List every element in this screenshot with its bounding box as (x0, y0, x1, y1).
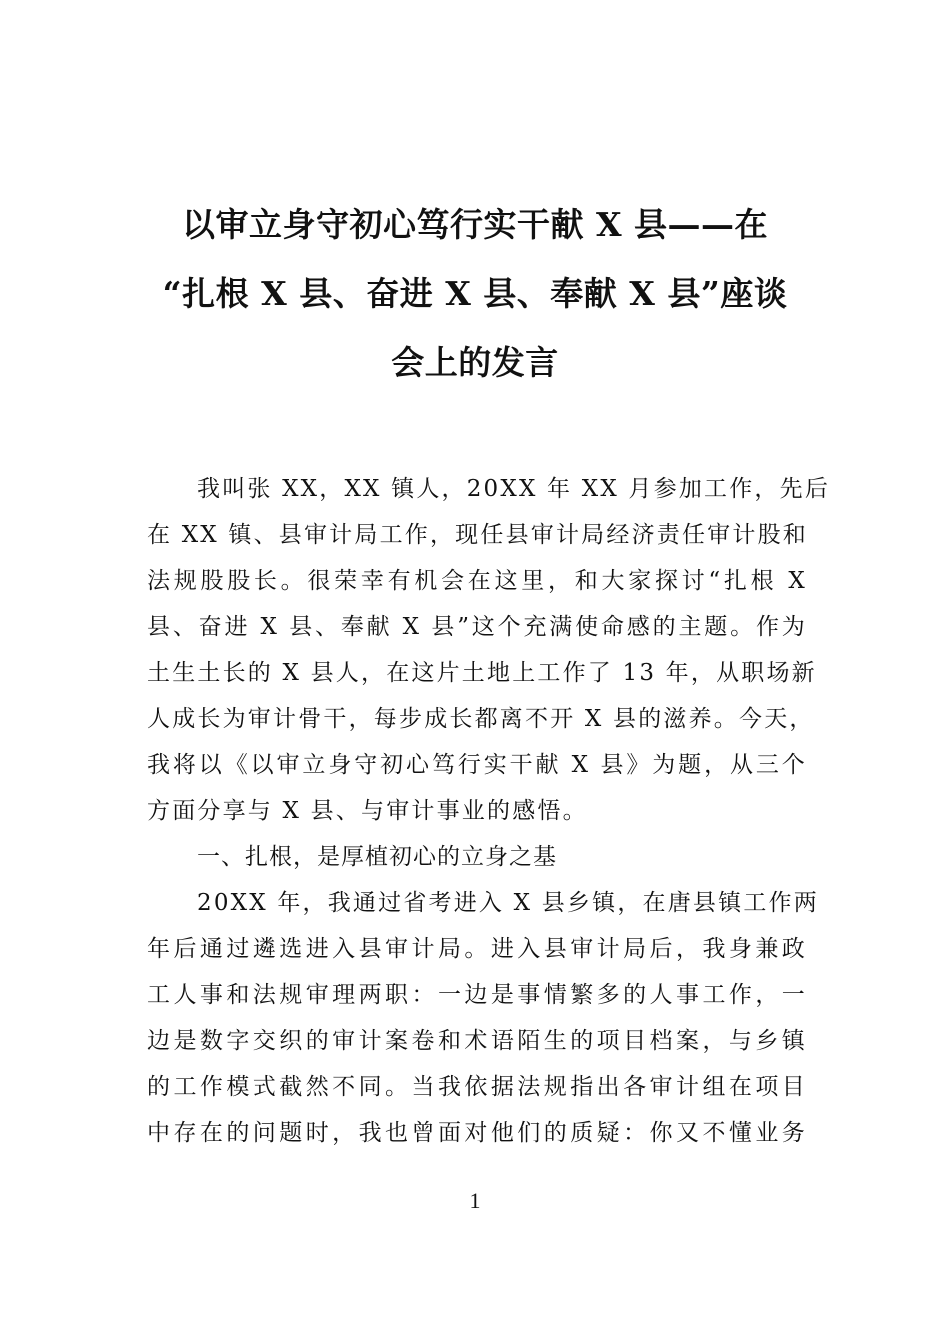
paragraph-line: 工人事和法规审理两职：一边是事情繁多的人事工作，一 (147, 982, 807, 1008)
paragraph-line: 我将以《以审立身守初心笃行实干献 X 县》为题，从三个 (147, 752, 807, 778)
document-title (140, 190, 810, 397)
title-line: 会上的发言 (391, 343, 559, 382)
paragraph-line: 20XX 年，我通过省考进入 X 县乡镇，在唐县镇工作两 (197, 890, 819, 916)
paragraph-line: 年后通过遴选进入县审计局。进入县审计局后，我身兼政 (147, 936, 807, 962)
paragraph-line: 边是数字交织的审计案卷和术语陌生的项目档案，与乡镇 (147, 1028, 807, 1054)
paragraph-intro (147, 466, 831, 834)
paragraph-line: 土生土长的 X 县人，在这片土地上工作了 13 年，从职场新 (147, 660, 817, 686)
paragraph-line: 方面分享与 X 县、与审计事业的感悟。 (147, 798, 588, 824)
paragraph-line: 在 XX 镇、县审计局工作，现任县审计局经济责任审计股和 (147, 522, 808, 548)
paragraph-line: 的工作模式截然不同。当我依据法规指出各审计组在项目 (147, 1074, 807, 1100)
page-number: 1 (469, 1188, 481, 1213)
paragraph-line: 中存在的问题时，我也曾面对他们的质疑：你又不懂业务 (147, 1120, 807, 1146)
paragraph-section1 (147, 880, 819, 1156)
section-heading-text: 一、扎根，是厚植初心的立身之基 (197, 844, 557, 870)
title-line: 以审立身守初心笃行实干献 X 县——在 (181, 205, 769, 244)
title-line: “扎根 X 县、奋进 X 县、奉献 X 县”座谈 (162, 274, 788, 313)
paragraph-line: 县、奋进 X 县、奉献 X 县”这个充满使命感的主题。作为 (147, 614, 807, 640)
paragraph-line: 法规股股长。很荣幸有机会在这里，和大家探讨“扎根 X (147, 568, 807, 594)
paragraph-line: 人成长为审计骨干，每步成长都离不开 X 县的滋养。今天， (147, 706, 815, 732)
paragraph-line: 我叫张 XX，XX 镇人，20XX 年 XX 月参加工作，先后 (197, 476, 831, 502)
section-heading (147, 834, 807, 880)
document-body (147, 466, 831, 1156)
